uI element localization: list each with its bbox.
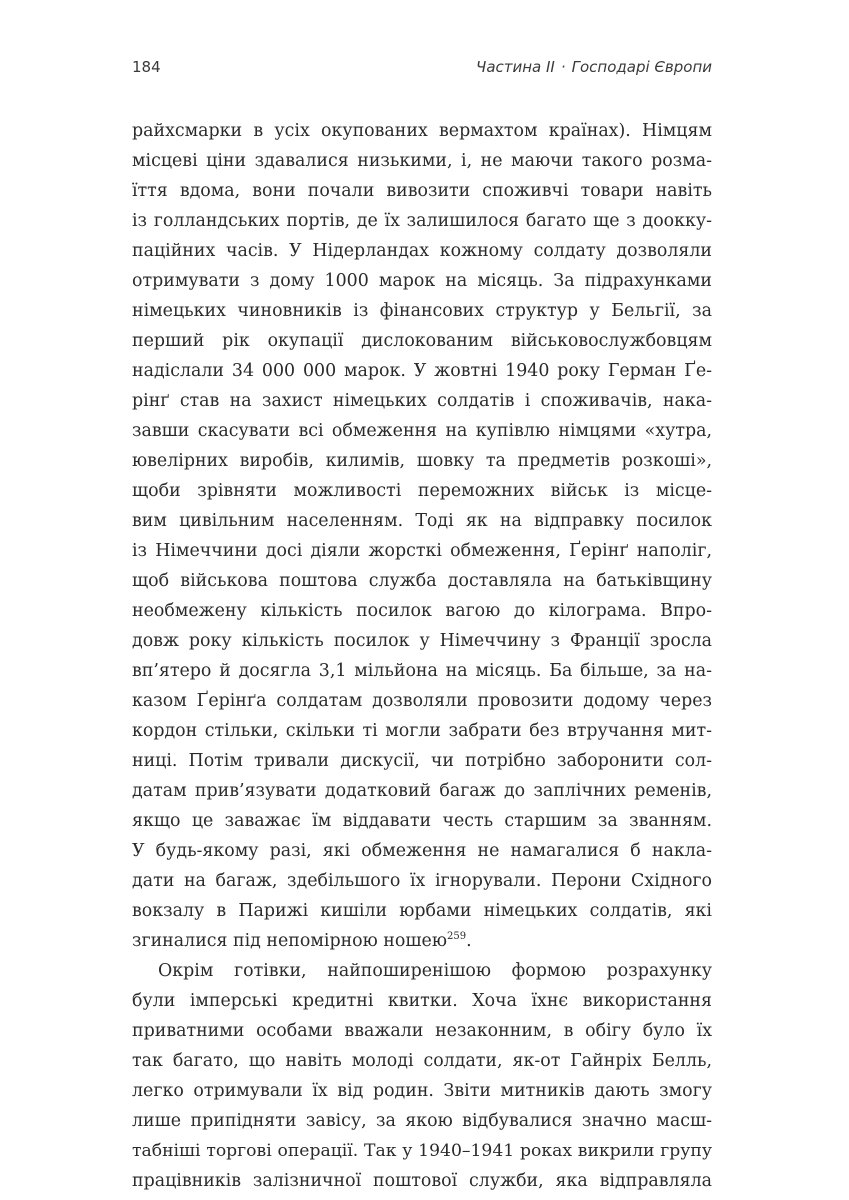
paragraph-2: [132, 956, 712, 1196]
text-line: місцеві ціни здавалися низькими, і, не маючи такого розма-: [132, 151, 712, 171]
header-separator: ·: [560, 58, 566, 76]
text-line: райхсмарки в усіх окупованих вермахтом країнах). Німцям: [132, 121, 712, 141]
text-line: працівників залізничної поштової служби, яка відправляла: [132, 1171, 712, 1191]
text-line: ниці. Потім тривали дискусії, чи потрібно заборонити сол-: [132, 751, 712, 771]
text-line: казом Ґерінґа солдатам дозволяли провозити додому через: [132, 691, 712, 711]
text-line: німецьких чиновників із фінансових структур у Бельгії, за: [132, 301, 712, 321]
running-header: [132, 58, 712, 86]
text-line: із голландських портів, де їх залишилося багато ще з доокку-: [132, 211, 712, 231]
paragraph-1: [132, 116, 712, 956]
text-line: їття вдома, вони почали вивозити споживчі товари навіть: [132, 181, 712, 201]
text-line: У будь-якому разі, які обмеження не намагалися б накла-: [132, 841, 712, 861]
text-line: табніші торгові операції. Так у 1940–1941 роках викрили групу: [132, 1141, 712, 1161]
part-label: Частина II: [476, 58, 555, 76]
body-text: [132, 116, 712, 1196]
text-line: вим цивільним населенням. Тоді як на відправку посилок: [132, 511, 712, 531]
text-line: із Німеччини досі діяли жорсткі обмеження, Ґерінґ наполіг,: [132, 541, 712, 561]
section-title: [476, 58, 712, 76]
text-line-last: [132, 926, 712, 956]
last-line-end: .: [466, 931, 472, 951]
page-number: 184: [132, 58, 161, 76]
text-line: рінґ став на захист німецьких солдатів і споживачів, нака-: [132, 391, 712, 411]
text-line: так багато, що навіть молоді солдати, як-от Гайнріх Белль,: [132, 1051, 712, 1071]
text-line: вокзалу в Парижі кишіли юрбами німецьких солдатів, які: [132, 901, 712, 921]
text-line: вп’ятеро й досягла 3,1 мільйона на місяць. Ба більше, за на-: [132, 661, 712, 681]
text-line: перший рік окупації дислокованим військовослужбовцям: [132, 331, 712, 351]
text-line: ювелірних виробів, килимів, шовку та предметів розкоші»,: [132, 451, 712, 471]
text-line: якщо це заважає їм віддавати честь старшим за званням.: [132, 811, 712, 831]
text-line: лише припідняти завісу, за якою відбувалися значно масш-: [132, 1111, 712, 1131]
text-line: щоби зрівняти можливості переможних військ із місце-: [132, 481, 712, 501]
text-line: датам прив’язувати додатковий багаж до заплічних ременів,: [132, 781, 712, 801]
text-line: довж року кількість посилок у Німеччину з Франції зросла: [132, 631, 712, 651]
text-line: легко отримували їх від родин. Звіти митників дають змогу: [132, 1081, 712, 1101]
chapter-label: Господарі Європи: [571, 58, 712, 76]
text-line: надіслали 34 000 000 марок. У жовтні 1940 року Герман Ґе-: [132, 361, 712, 381]
text-line: Окрім готівки, найпоширенішою формою розрахунку: [158, 961, 712, 981]
text-line: приватними особами вважали незаконним, в обігу було їх: [132, 1021, 712, 1041]
text-line: паційних часів. У Нідерландах кожному солдату дозволяли: [132, 241, 712, 261]
text-line: кордон стільки, скільки ті могли забрати без втручання мит-: [132, 721, 712, 741]
last-line-text: згиналися під непомірною ношею: [132, 931, 447, 951]
footnote-ref[interactable]: 259: [446, 931, 467, 943]
text-line: отримувати з дому 1000 марок на місяць. За підрахунками: [132, 271, 712, 291]
text-line: необмежену кількість посилок вагою до кілограма. Впро-: [132, 601, 712, 621]
text-line: щоб військова поштова служба доставляла на батьківщину: [132, 571, 712, 591]
text-line: завши скасувати всі обмеження на купівлю німцями «хутра,: [132, 421, 712, 441]
text-line: дати на багаж, здебільшого їх ігнорували. Перони Східного: [132, 871, 712, 891]
text-line: були імперські кредитні квитки. Хоча їхнє використання: [132, 991, 712, 1011]
